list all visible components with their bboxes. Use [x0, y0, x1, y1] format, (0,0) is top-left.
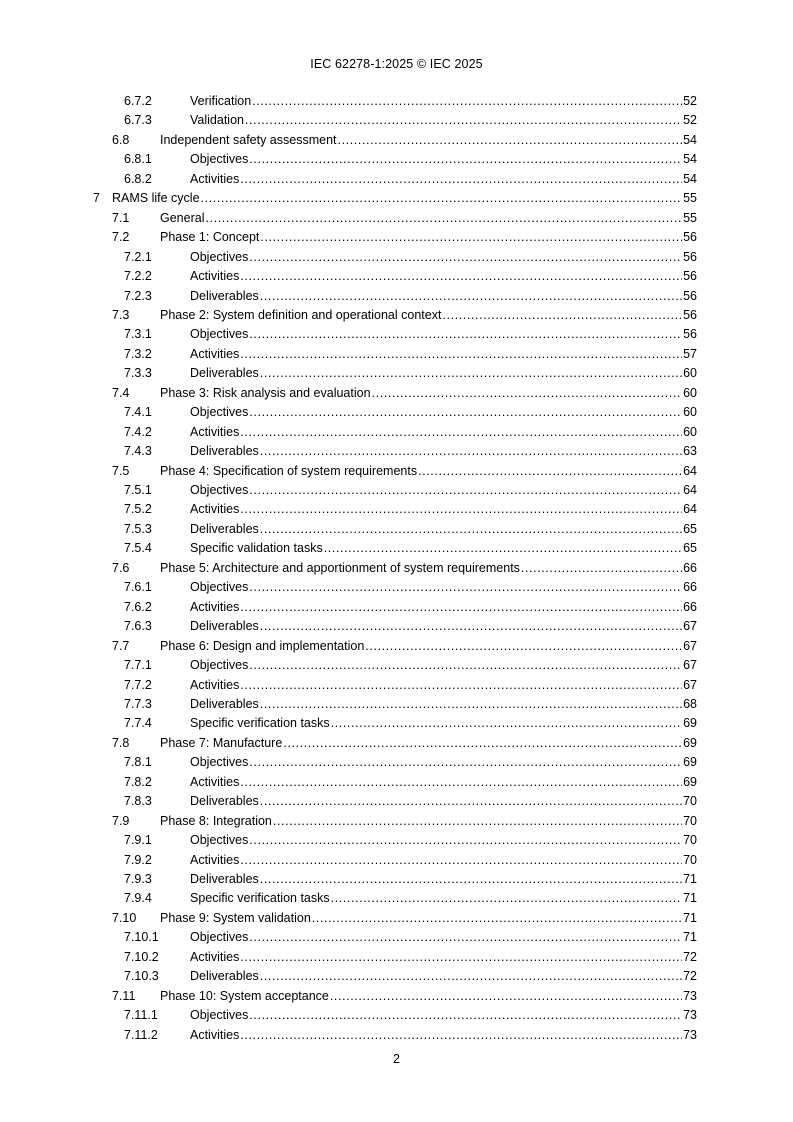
toc-entry-page: 64	[683, 483, 697, 497]
toc-entry-page: 71	[683, 872, 697, 886]
toc-entry-title: Activities	[190, 269, 240, 284]
toc-entry-page: 71	[683, 891, 697, 906]
toc-entry-title: Objectives	[190, 580, 249, 595]
toc-entry-number: 7.8.3	[124, 794, 152, 809]
toc-entry[interactable]	[0, 948, 793, 967]
dot-leader	[372, 384, 683, 403]
dot-leader	[283, 734, 682, 753]
toc-entry-page: 73	[683, 988, 697, 1003]
toc-entry[interactable]	[0, 306, 793, 325]
toc-entry-number: 7.5.2	[124, 502, 152, 517]
toc-entry-line	[190, 598, 697, 617]
dot-leader	[260, 695, 682, 714]
toc-entry-number: 7.7.2	[124, 677, 152, 692]
toc-entry[interactable]	[0, 189, 793, 208]
toc-entry-page: 72	[683, 969, 697, 984]
toc-entry-title: Objectives	[190, 833, 249, 848]
toc-entry-number: 7.4.3	[124, 444, 152, 459]
toc-entry-number: 7.9.1	[124, 833, 152, 848]
dot-leader	[418, 462, 682, 481]
toc-entry-number: 7.8.1	[124, 755, 152, 770]
toc-entry-number: 6.8.1	[124, 152, 152, 167]
toc-entry-title: Independent safety assessment	[160, 132, 337, 147]
dot-leader	[240, 598, 682, 617]
toc-entry-page: 69	[683, 716, 697, 731]
dot-leader	[249, 656, 682, 675]
toc-entry-line	[190, 1026, 697, 1045]
toc-entry-title: Activities	[190, 171, 240, 186]
toc-entry-line	[190, 676, 697, 695]
toc-entry-title: Phase 4: Specification of system requirements	[160, 463, 418, 478]
toc-entry-page: 66	[683, 580, 697, 595]
dot-leader	[249, 248, 682, 267]
dot-leader	[331, 889, 682, 908]
toc-entry-number: 7.9.3	[124, 872, 152, 886]
toc-entry-line	[160, 812, 697, 831]
toc-entry-line	[190, 442, 697, 461]
dot-leader	[331, 714, 682, 733]
toc-entry-line	[190, 325, 697, 344]
toc-entry-line	[190, 1006, 697, 1025]
toc-entry-number: 7.3	[112, 307, 130, 322]
toc-entry-page: 64	[683, 502, 697, 517]
toc-entry-number: 7.9	[112, 813, 130, 828]
dot-leader	[260, 442, 682, 461]
toc-entry-page: 73	[683, 1008, 697, 1023]
dot-leader	[240, 851, 682, 870]
toc-entry-title: Validation	[190, 113, 244, 128]
toc-entry-line	[190, 831, 697, 850]
toc-entry-line	[190, 889, 697, 908]
dot-leader	[260, 870, 682, 889]
toc-entry-title: Phase 5: Architecture and apportionment of system requirements	[160, 560, 520, 575]
toc-entry[interactable]	[0, 792, 793, 811]
toc-entry-title: Activities	[190, 599, 240, 614]
toc-entry-number: 7.5.4	[124, 541, 152, 556]
toc-entry-number: 7.11.2	[124, 1027, 158, 1042]
toc-entry-title: Phase 9: System validation	[160, 910, 311, 925]
toc-entry-page: 56	[683, 288, 697, 303]
dot-leader	[249, 928, 682, 947]
toc-entry-title: Deliverables	[190, 619, 259, 634]
toc-entry-title: Phase 3: Risk analysis and evaluation	[160, 385, 371, 400]
toc-entry-page: 54	[683, 152, 697, 167]
toc-entry[interactable]	[0, 364, 793, 383]
toc-entry-page: 60	[683, 424, 697, 439]
toc-entry-number: 7.9.4	[124, 891, 152, 906]
toc-entry-number: 7.9.2	[124, 852, 152, 867]
toc-entry-title: Objectives	[190, 658, 249, 673]
toc-entry-number: 7.8	[112, 735, 130, 750]
toc-entry[interactable]	[0, 481, 793, 500]
toc-entry-page: 70	[683, 833, 697, 848]
toc-entry-title: Objectives	[190, 1008, 249, 1023]
toc-entry-line	[190, 851, 697, 870]
toc-entry-number: 7.5	[112, 463, 130, 478]
toc-entry[interactable]	[0, 637, 793, 656]
toc-entry[interactable]	[0, 248, 793, 267]
toc-entry-line	[112, 189, 697, 208]
toc-entry-title: Verification	[190, 94, 252, 108]
toc-entry-title: Specific verification tasks	[190, 716, 330, 731]
dot-leader	[240, 423, 682, 442]
toc-entry-page: 57	[683, 346, 697, 361]
toc-entry-line	[190, 403, 697, 422]
toc-entry-title: Phase 1: Concept	[160, 230, 260, 245]
toc-entry-number: 6.8.2	[124, 171, 152, 186]
toc-entry[interactable]	[0, 325, 793, 344]
toc-entry-line	[190, 111, 697, 130]
toc-entry-page: 56	[683, 249, 697, 264]
toc-entry-line	[190, 150, 697, 169]
toc-entry-line	[160, 209, 697, 228]
dot-leader	[201, 189, 683, 208]
page-number: 2	[393, 1052, 400, 1066]
toc-entry-number: 7.6.3	[124, 619, 152, 634]
toc-entry-page: 69	[683, 735, 697, 750]
dot-leader	[260, 364, 682, 383]
toc-entry-number: 7	[93, 191, 100, 206]
toc-entry-title: Activities	[190, 502, 240, 517]
toc-entry[interactable]	[0, 909, 793, 928]
toc-entry-line	[190, 870, 697, 889]
toc-entry[interactable]	[0, 734, 793, 753]
toc-entry-number: 7.7	[112, 638, 130, 653]
dot-leader	[252, 92, 682, 111]
toc-entry-line	[190, 170, 697, 189]
toc-entry-title: Specific verification tasks	[190, 891, 330, 906]
toc-entry[interactable]	[0, 578, 793, 597]
toc-entry[interactable]	[0, 656, 793, 675]
toc-entry[interactable]	[0, 267, 793, 286]
toc-entry-title: Deliverables	[190, 444, 259, 459]
toc-entry[interactable]	[0, 539, 793, 558]
toc-entry-title: Deliverables	[190, 969, 259, 984]
toc-entry-number: 6.8	[112, 132, 130, 147]
toc-entry[interactable]	[0, 598, 793, 617]
toc-entry-page: 65	[683, 541, 697, 556]
toc-entry-page: 52	[683, 113, 697, 128]
toc-entry-line	[190, 423, 697, 442]
toc-entry-number: 7.2.3	[124, 288, 152, 303]
toc-entry-title: Objectives	[190, 405, 249, 420]
toc-entry[interactable]	[0, 170, 793, 189]
toc-entry-line	[160, 559, 697, 578]
toc-entry[interactable]	[0, 676, 793, 695]
toc-entry-title: Objectives	[190, 930, 249, 945]
toc-entry[interactable]	[0, 812, 793, 831]
toc-entry[interactable]	[0, 714, 793, 733]
toc-entry-line	[190, 773, 697, 792]
toc-entry[interactable]	[0, 423, 793, 442]
toc-entry-line	[190, 345, 697, 364]
dot-leader	[249, 150, 682, 169]
toc-entry[interactable]	[0, 462, 793, 481]
toc-entry-number: 7.8.2	[124, 774, 152, 789]
toc-entry-page: 60	[683, 405, 697, 420]
toc-entry[interactable]	[0, 111, 793, 130]
toc-entry-line	[190, 792, 697, 811]
toc-entry[interactable]	[0, 559, 793, 578]
toc-entry[interactable]	[0, 345, 793, 364]
dot-leader	[338, 131, 683, 150]
dot-leader	[521, 559, 682, 578]
toc-entry-page: 60	[683, 366, 697, 381]
dot-leader	[260, 617, 682, 636]
toc-entry-number: 7.3.2	[124, 346, 152, 361]
toc-entry[interactable]	[0, 773, 793, 792]
toc-entry-line	[160, 987, 697, 1006]
dot-leader	[205, 209, 682, 228]
toc-entry-page: 52	[683, 94, 697, 108]
toc-entry-title: Phase 7: Manufacture	[160, 735, 283, 750]
toc-entry[interactable]	[0, 442, 793, 461]
toc-entry-page: 56	[683, 230, 697, 245]
toc-entry[interactable]	[0, 753, 793, 772]
dot-leader	[240, 948, 682, 967]
toc-entry-number: 7.10.1	[124, 930, 159, 945]
toc-entry-page: 67	[683, 619, 697, 634]
toc-entry-number: 7.4.2	[124, 424, 152, 439]
toc-entry-number: 7.6.1	[124, 580, 152, 595]
toc-entry-page: 56	[683, 269, 697, 284]
toc-entry-page: 71	[683, 930, 697, 945]
toc-entry-line	[190, 539, 697, 558]
toc-entry-title: General	[160, 210, 205, 225]
dot-leader	[442, 306, 682, 325]
toc-entry-page: 69	[683, 774, 697, 789]
dot-leader	[260, 967, 682, 986]
toc-entry-page: 71	[683, 910, 697, 925]
toc-entry[interactable]	[0, 520, 793, 539]
toc-entry-number: 7.10.3	[124, 969, 159, 984]
toc-entry-title: Specific validation tasks	[190, 541, 323, 556]
toc-entry[interactable]	[0, 1026, 793, 1045]
toc-entry-line	[160, 909, 697, 928]
toc-entry[interactable]	[0, 928, 793, 947]
toc-entry-title: Activities	[190, 424, 240, 439]
toc-entry-line	[160, 384, 697, 403]
toc-entry-number: 6.7.3	[124, 113, 152, 128]
dot-leader	[245, 111, 682, 130]
toc-entry-page: 65	[683, 521, 697, 536]
toc-entry-line	[190, 578, 697, 597]
toc-entry[interactable]	[0, 870, 793, 889]
toc-entry-line	[160, 306, 697, 325]
toc-entry-line	[190, 656, 697, 675]
toc-entry[interactable]	[0, 209, 793, 228]
toc-entry[interactable]	[0, 617, 793, 636]
dot-leader	[249, 1006, 682, 1025]
toc-entry-title: Deliverables	[190, 366, 259, 381]
toc-entry-line	[160, 637, 697, 656]
dot-leader	[273, 812, 682, 831]
toc-entry-title: Phase 6: Design and implementation	[160, 638, 365, 653]
dot-leader	[324, 539, 682, 558]
dot-leader	[240, 345, 682, 364]
toc-entry-number: 7.7.1	[124, 658, 152, 673]
toc-entry-line	[190, 364, 697, 383]
dot-leader	[249, 831, 682, 850]
dot-leader	[240, 170, 682, 189]
toc-entry-page: 70	[683, 813, 697, 828]
toc-entry-title: Activities	[190, 949, 240, 964]
toc-entry-line	[190, 617, 697, 636]
dot-leader	[240, 773, 682, 792]
toc-entry[interactable]	[0, 500, 793, 519]
toc-entry-title: Activities	[190, 677, 240, 692]
toc-entry-page: 66	[683, 560, 697, 575]
toc-entry-title: Activities	[190, 852, 240, 867]
toc-entry-number: 7.6	[112, 560, 130, 575]
dot-leader	[365, 637, 682, 656]
dot-leader	[249, 481, 682, 500]
toc-entry-title: Objectives	[190, 327, 249, 342]
toc-entry[interactable]	[0, 131, 793, 150]
toc-entry-page: 56	[683, 327, 697, 342]
toc-entry[interactable]	[0, 987, 793, 1006]
toc-entry-number: 7.4	[112, 385, 130, 400]
toc-entry[interactable]	[0, 831, 793, 850]
toc-entry-title: Phase 10: System acceptance	[160, 988, 329, 1003]
toc-entry-title: Activities	[190, 346, 240, 361]
toc-entry-title: Deliverables	[190, 521, 259, 536]
toc-entry-title: RAMS life cycle	[112, 191, 200, 206]
toc-entry-page: 54	[683, 171, 697, 186]
toc-entry-number: 7.7.4	[124, 716, 152, 731]
toc-entry-page: 67	[683, 658, 697, 673]
toc-entry-number: 7.3.3	[124, 366, 152, 381]
toc-entry-page: 55	[683, 191, 697, 206]
toc-entry-number: 7.11	[112, 988, 136, 1003]
toc-entry-page: 60	[683, 385, 697, 400]
toc-entry-page: 70	[683, 852, 697, 867]
toc-entry-number: 7.6.2	[124, 599, 152, 614]
toc-entry[interactable]	[0, 403, 793, 422]
dot-leader	[249, 578, 682, 597]
toc-entry-title: Activities	[190, 1027, 240, 1042]
toc-entry-title: Deliverables	[190, 872, 259, 886]
page-header: IEC 62278-1:2025 © IEC 2025	[310, 57, 483, 71]
toc-entry[interactable]	[0, 967, 793, 986]
toc-entry-number: 7.11.1	[124, 1008, 158, 1023]
toc-entry-line	[190, 948, 697, 967]
toc-entry-title: Phase 2: System definition and operational context	[160, 307, 442, 322]
toc-entry-number: 7.2	[112, 230, 130, 245]
dot-leader	[312, 909, 682, 928]
toc-entry[interactable]	[0, 287, 793, 306]
toc-entry-number: 7.5.3	[124, 521, 152, 536]
toc-entry-page: 67	[683, 677, 697, 692]
toc-entry-page: 55	[683, 210, 697, 225]
toc-entry-title: Deliverables	[190, 696, 259, 711]
toc-entry-number: 7.2.2	[124, 269, 152, 284]
toc-entry-line	[190, 928, 697, 947]
toc-entry-line	[190, 753, 697, 772]
toc-entry-line	[160, 228, 697, 247]
toc-entry-page: 73	[683, 1027, 697, 1042]
toc-entry-page: 67	[683, 638, 697, 653]
toc-entry-number: 7.3.1	[124, 327, 152, 342]
toc-entry-page: 70	[683, 794, 697, 809]
toc-entry-line	[190, 967, 697, 986]
toc-entry-title: Activities	[190, 774, 240, 789]
toc-entry-line	[190, 287, 697, 306]
toc-entry[interactable]	[0, 851, 793, 870]
toc-entry-page: 54	[683, 132, 697, 147]
toc-entry-line	[190, 92, 697, 111]
toc-entry-title: Objectives	[190, 755, 249, 770]
toc-entry[interactable]	[0, 228, 793, 247]
toc-entry-line	[190, 714, 697, 733]
toc-entry-line	[190, 481, 697, 500]
toc-entry-number: 6.7.2	[124, 94, 152, 108]
dot-leader	[240, 267, 682, 286]
toc-entry-line	[190, 500, 697, 519]
toc-entry[interactable]	[0, 384, 793, 403]
toc-entry-number: 7.10.2	[124, 949, 159, 964]
toc-entry-number: 7.10	[112, 910, 137, 925]
toc-entry-title: Objectives	[190, 249, 249, 264]
toc-entry[interactable]	[0, 1006, 793, 1025]
toc-entry-line	[190, 248, 697, 267]
dot-leader	[249, 403, 682, 422]
toc-entry-title: Deliverables	[190, 794, 259, 809]
toc-entry-line	[160, 131, 697, 150]
dot-leader	[240, 1026, 682, 1045]
toc-entry-number: 7.7.3	[124, 696, 152, 711]
toc-entry-number: 7.4.1	[124, 405, 152, 420]
toc-entry-line	[190, 267, 697, 286]
toc-entry-page: 64	[683, 463, 697, 478]
toc-entry[interactable]	[0, 889, 793, 908]
toc-entry-line	[160, 462, 697, 481]
toc-entry-number: 7.5.1	[124, 483, 152, 497]
dot-leader	[260, 287, 682, 306]
toc-entry[interactable]	[0, 695, 793, 714]
toc-entry-page: 68	[683, 696, 697, 711]
toc-entry-page: 72	[683, 949, 697, 964]
dot-leader	[249, 753, 682, 772]
dot-leader	[249, 325, 682, 344]
toc-entry-title: Objectives	[190, 152, 249, 167]
toc-entry-page: 66	[683, 599, 697, 614]
toc-entry-title: Deliverables	[190, 288, 259, 303]
toc-entry-page: 56	[683, 307, 697, 322]
dot-leader	[260, 228, 682, 247]
toc-entry-page: 69	[683, 755, 697, 770]
toc-entry[interactable]	[0, 92, 793, 111]
dot-leader	[260, 520, 682, 539]
dot-leader	[240, 500, 682, 519]
toc-entry-number: 7.2.1	[124, 249, 152, 264]
dot-leader	[260, 792, 682, 811]
toc-entry-page: 63	[683, 444, 697, 459]
toc-entry-line	[190, 520, 697, 539]
dot-leader	[330, 987, 682, 1006]
toc-entry[interactable]	[0, 150, 793, 169]
toc-entry-title: Phase 8: Integration	[160, 813, 272, 828]
toc-entry-line	[190, 695, 697, 714]
toc-entry-title: Objectives	[190, 483, 249, 497]
toc-entry-number: 7.1	[112, 210, 130, 225]
dot-leader	[240, 676, 682, 695]
toc-entry-line	[160, 734, 697, 753]
